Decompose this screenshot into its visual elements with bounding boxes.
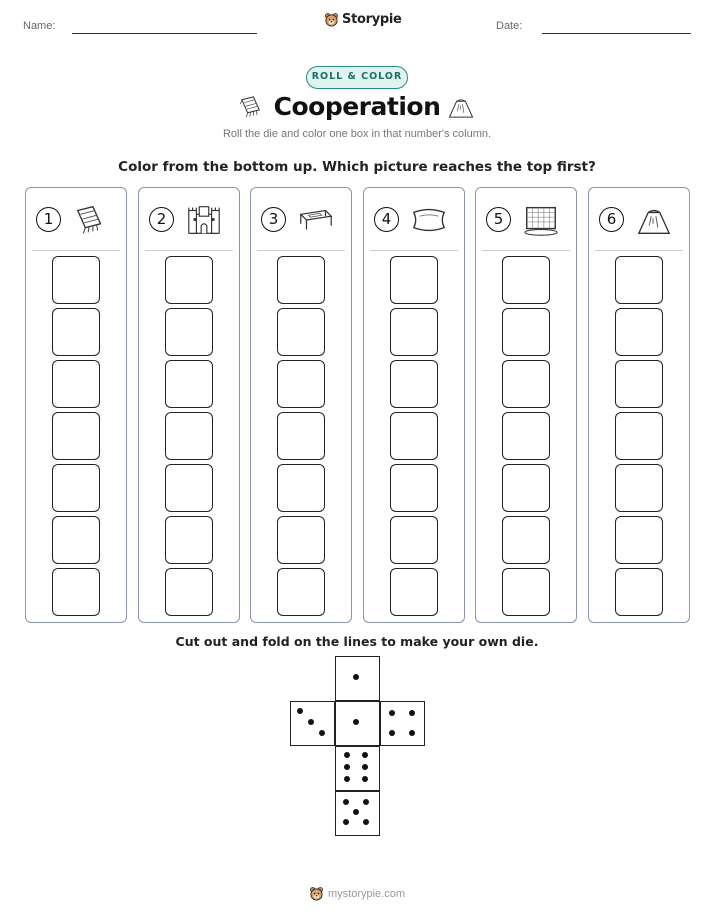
color-box[interactable] bbox=[52, 308, 100, 356]
die-pip bbox=[297, 708, 303, 714]
castle-icon bbox=[185, 202, 223, 238]
color-box[interactable] bbox=[165, 568, 213, 616]
color-box[interactable] bbox=[165, 412, 213, 460]
column-divider bbox=[257, 250, 345, 251]
column-number: 1 bbox=[36, 207, 61, 232]
brand-name: Storypie bbox=[342, 12, 402, 27]
name-field[interactable] bbox=[72, 33, 257, 34]
column-number: 3 bbox=[261, 207, 286, 232]
table-icon bbox=[297, 202, 335, 238]
die-pip bbox=[363, 799, 369, 805]
color-box[interactable] bbox=[390, 516, 438, 564]
color-box[interactable] bbox=[502, 412, 550, 460]
color-box[interactable] bbox=[390, 256, 438, 304]
die-face-lower bbox=[335, 746, 380, 791]
pillow-icon bbox=[410, 202, 448, 238]
die-face-right bbox=[380, 701, 425, 746]
die-pip bbox=[343, 799, 349, 805]
bear-icon bbox=[309, 886, 324, 901]
color-box[interactable] bbox=[390, 464, 438, 512]
color-box[interactable] bbox=[52, 360, 100, 408]
color-box[interactable] bbox=[615, 412, 663, 460]
color-box[interactable] bbox=[615, 464, 663, 512]
die-pip bbox=[389, 710, 395, 716]
die-pip bbox=[344, 776, 350, 782]
die-face-top bbox=[335, 656, 380, 701]
color-box[interactable] bbox=[52, 412, 100, 460]
color-box[interactable] bbox=[390, 308, 438, 356]
scarf-icon bbox=[72, 202, 110, 238]
color-box[interactable] bbox=[502, 516, 550, 564]
column-6 bbox=[588, 187, 690, 623]
name-label: Name: bbox=[23, 20, 56, 32]
color-box[interactable] bbox=[277, 516, 325, 564]
column-header bbox=[251, 188, 351, 250]
column-divider bbox=[32, 250, 120, 251]
die-face-bottom bbox=[335, 791, 380, 836]
die-pip bbox=[409, 710, 415, 716]
color-box[interactable] bbox=[52, 464, 100, 512]
date-field[interactable] bbox=[542, 33, 691, 34]
footer-site: mystorypie.com bbox=[327, 887, 406, 900]
column-3 bbox=[250, 187, 352, 623]
column-header bbox=[26, 188, 126, 250]
column-2 bbox=[138, 187, 240, 623]
color-box[interactable] bbox=[390, 568, 438, 616]
die-pip bbox=[362, 776, 368, 782]
die-pip bbox=[319, 730, 325, 736]
subtitle: Roll the die and color one box in that number's column. bbox=[222, 128, 492, 140]
page-title: Cooperation bbox=[273, 92, 441, 121]
color-box[interactable] bbox=[277, 308, 325, 356]
column-number: 4 bbox=[374, 207, 399, 232]
die-pip bbox=[362, 752, 368, 758]
column-divider bbox=[595, 250, 683, 251]
column-5 bbox=[475, 187, 577, 623]
color-box[interactable] bbox=[52, 568, 100, 616]
color-box[interactable] bbox=[165, 516, 213, 564]
color-box[interactable] bbox=[615, 308, 663, 356]
die-pip bbox=[343, 819, 349, 825]
color-box[interactable] bbox=[502, 464, 550, 512]
color-box[interactable] bbox=[615, 360, 663, 408]
activity-badge: ROLL & COLOR bbox=[306, 66, 408, 89]
die-pip bbox=[389, 730, 395, 736]
date-label: Date: bbox=[496, 20, 523, 32]
die-pip bbox=[363, 819, 369, 825]
column-divider bbox=[145, 250, 233, 251]
color-box[interactable] bbox=[165, 308, 213, 356]
color-box[interactable] bbox=[52, 256, 100, 304]
die-instruction: Cut out and fold on the lines to make your own die. bbox=[175, 634, 539, 649]
goal-net-icon bbox=[522, 202, 560, 238]
color-box[interactable] bbox=[615, 568, 663, 616]
die-pip bbox=[344, 764, 350, 770]
die-pip bbox=[362, 764, 368, 770]
die-pip bbox=[353, 719, 359, 725]
color-box[interactable] bbox=[502, 568, 550, 616]
die-pip bbox=[353, 809, 359, 815]
column-divider bbox=[370, 250, 458, 251]
column-1 bbox=[25, 187, 127, 623]
die-pip bbox=[409, 730, 415, 736]
column-header bbox=[364, 188, 464, 250]
column-header bbox=[476, 188, 576, 250]
color-box[interactable] bbox=[502, 308, 550, 356]
color-box[interactable] bbox=[390, 412, 438, 460]
color-instruction: Color from the bottom up. Which picture reaches the top first? bbox=[118, 159, 596, 175]
color-box[interactable] bbox=[277, 412, 325, 460]
color-box[interactable] bbox=[390, 360, 438, 408]
column-4 bbox=[363, 187, 465, 623]
column-header bbox=[589, 188, 689, 250]
column-number: 2 bbox=[149, 207, 174, 232]
color-box[interactable] bbox=[615, 256, 663, 304]
die-face-left bbox=[290, 701, 335, 746]
color-box[interactable] bbox=[165, 256, 213, 304]
column-number: 5 bbox=[486, 207, 511, 232]
storypie-logo bbox=[324, 12, 402, 27]
color-box[interactable] bbox=[502, 360, 550, 408]
color-box[interactable] bbox=[277, 464, 325, 512]
color-box[interactable] bbox=[52, 516, 100, 564]
color-box[interactable] bbox=[277, 360, 325, 408]
color-box[interactable] bbox=[615, 516, 663, 564]
die-pip bbox=[353, 674, 359, 680]
die-face-center bbox=[335, 701, 380, 746]
bear-icon bbox=[324, 12, 339, 27]
column-number: 6 bbox=[599, 207, 624, 232]
volcano-icon bbox=[635, 202, 673, 238]
color-box[interactable] bbox=[165, 464, 213, 512]
footer bbox=[0, 886, 714, 901]
volcano-icon bbox=[446, 94, 476, 120]
color-box[interactable] bbox=[277, 256, 325, 304]
color-box[interactable] bbox=[502, 256, 550, 304]
color-box[interactable] bbox=[165, 360, 213, 408]
color-box[interactable] bbox=[277, 568, 325, 616]
die-pip bbox=[344, 752, 350, 758]
die-pip bbox=[308, 719, 314, 725]
column-header bbox=[139, 188, 239, 250]
column-divider bbox=[482, 250, 570, 251]
